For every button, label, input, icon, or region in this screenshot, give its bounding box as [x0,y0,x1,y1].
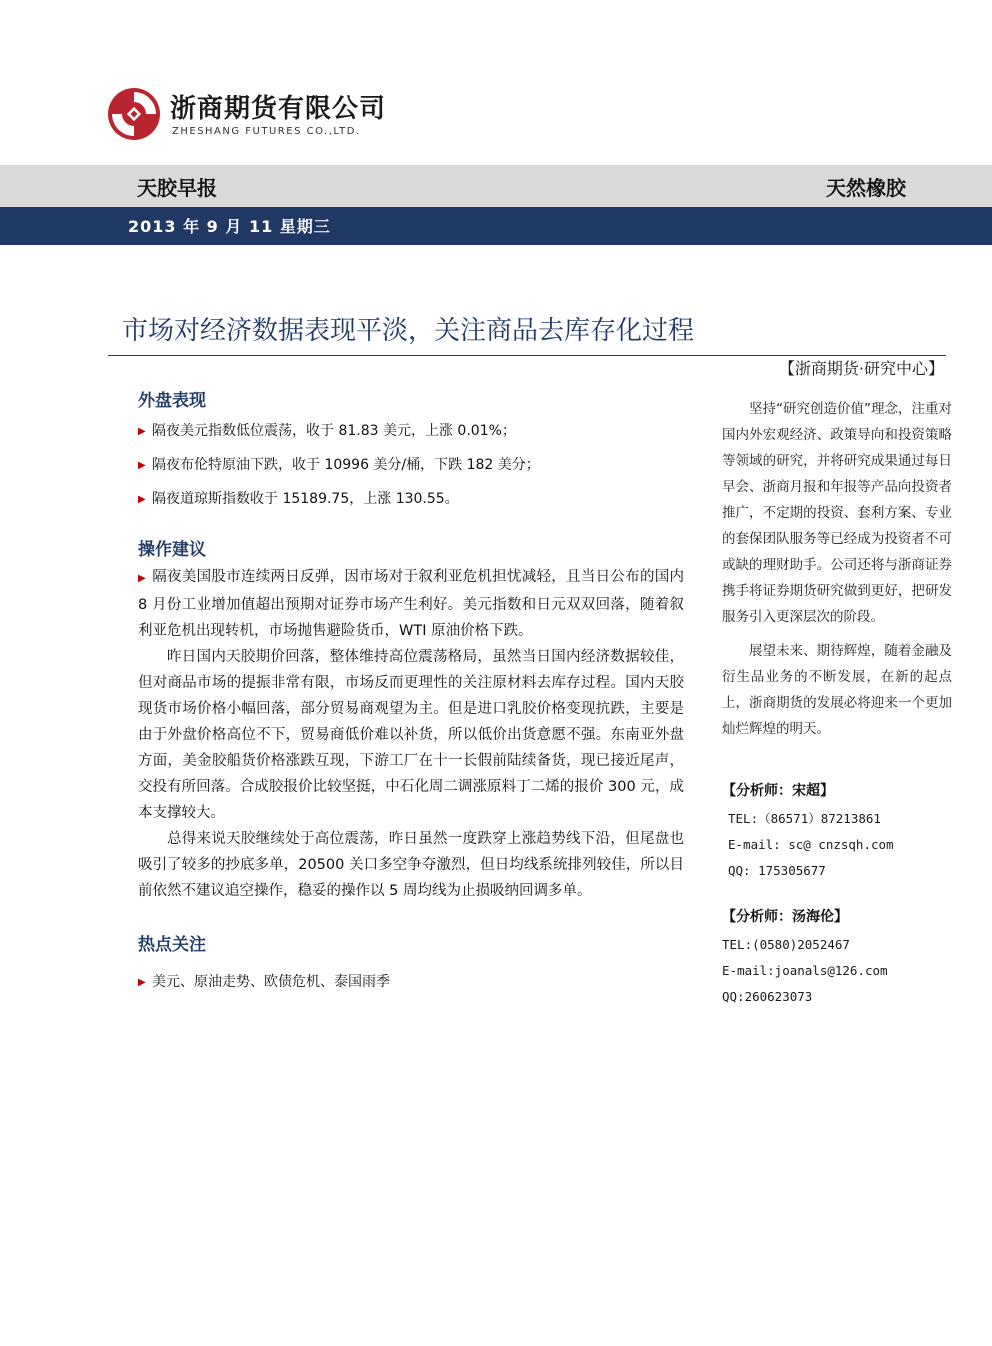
triangle-bullet-icon: ▶ [138,494,146,505]
analyst-title: 【分析师：宋超】 [722,783,834,799]
list-item [138,418,684,445]
analyst-card [722,906,952,1010]
list-item-text: 美元、原油走势、欧债危机、泰国雨季 [152,974,390,990]
analyst-tel: TEL:(0580)2052467 [722,937,850,952]
section-title-overseas: 外盘表现 [138,391,206,411]
company-name-cn: 浙商期货有限公司 [170,94,387,124]
advice-paragraph: 总得来说天胶继续处于高位震荡，昨日虽然一度跌穿上涨趋势线下沿，但尾盘也吸引了较多的抄底多单，20500 关口多空争夺激烈，但日均线系统排列较佳，所以目前依然不建议追空操作，稳妥的操作以 5 周均线为止损吸纳回调多单。 [138,831,684,899]
triangle-bullet-icon: ▶ [138,573,146,584]
list-item-text: 隔夜道琼斯指数收于 15189.75，上涨 130.55。 [152,491,459,507]
sidebar-paragraph: 坚持“研究创造价值”理念，注重对国内外宏观经济、政策导向和投资策略等领域的研究，并将研究成果通过每日早会、浙商月报和年报等产品向投资者推广，不定期的投资、套利方案、专业的套保团队服务等已经成为投资者不可或缺的理财助手。公司还将与浙商证券携手将证券期货研究做到更好，把研发服务引入更深层次的阶段。 [722,401,952,625]
report-type: 天胶早报 [137,176,217,200]
analyst-card [722,780,952,884]
section-title-advice: 操作建议 [138,540,206,560]
advice-paragraph-text: 隔夜美国股市连续两日反弹，因市场对于叙利亚危机担忧减轻，且当日公布的国内 8 月份工业增加值超出预期对证券市场产生利好。美元指数和日元双双回落，随着叙利亚危机出现转机，市场抛售避险货币，WTI 原油价格下跌。 [138,569,684,639]
advice-paragraph: 昨日国内天胶期价回落，整体维持高位震荡格局，虽然当日国内经济数据较佳，但对商品市场的提振非常有限，市场反而更理性的关注原材料去库存过程。国内天胶现货市场价格小幅回落，部分贸易商观望为主。但是进口乳胶价格变现抗跌，主要是由于外盘价格高位不下，贸易商低价难以补货，所以低价出货意愿不强。东南亚外盘方面，美金胶船货价格涨跌互现，下游工厂在十一长假前陆续备货，现已接近尾声，交投有所回落。合成胶报价比较坚挺，中石化周二调涨原料丁二烯的报价 300 元，成本支撑较大。 [138,649,684,821]
analyst-email: E-mail: sc@ cnzsqh.com [728,837,894,852]
analyst-qq: QQ: 175305677 [728,863,826,878]
triangle-bullet-icon: ▶ [138,977,146,988]
list-item-text: 隔夜布伦特原油下跌，收于 10996 美分/桶，下跌 182 美分； [152,457,540,473]
report-date: 2013 年 9 月 11 星期三 [128,217,331,236]
analyst-title: 【分析师：汤海伦】 [722,909,848,925]
commodity-label: 天然橡胶 [826,176,906,200]
triangle-bullet-icon: ▶ [138,426,146,437]
company-logo-icon [106,86,162,142]
list-item-text: 隔夜美元指数低位震荡，收于 81.83 美元，上涨 0.01%； [152,423,516,439]
analyst-email: E-mail:joanals@126.com [722,963,888,978]
advice-paragraph [138,564,684,644]
list-item [138,486,684,513]
analyst-tel: TEL:（86571）87213861 [728,811,881,826]
section-title-hot: 热点关注 [138,935,206,955]
company-name-en: ZHESHANG FUTURES CO.,LTD. [172,126,361,137]
triangle-bullet-icon: ▶ [138,460,146,471]
list-item [138,452,684,479]
sidebar [722,396,952,1010]
sidebar-paragraph: 展望未来、期待辉煌，随着金融及衍生品业务的不断发展，在新的起点上，浙商期货的发展必将迎来一个更加灿烂辉煌的明天。 [722,643,952,737]
headline: 市场对经济数据表现平淡，关注商品去库存化过程 [122,316,695,346]
department-label: 【浙商期货·研究中心】 [778,359,944,378]
list-item [138,969,684,996]
main-column [138,386,684,996]
analyst-qq: QQ:260623073 [722,989,813,1004]
